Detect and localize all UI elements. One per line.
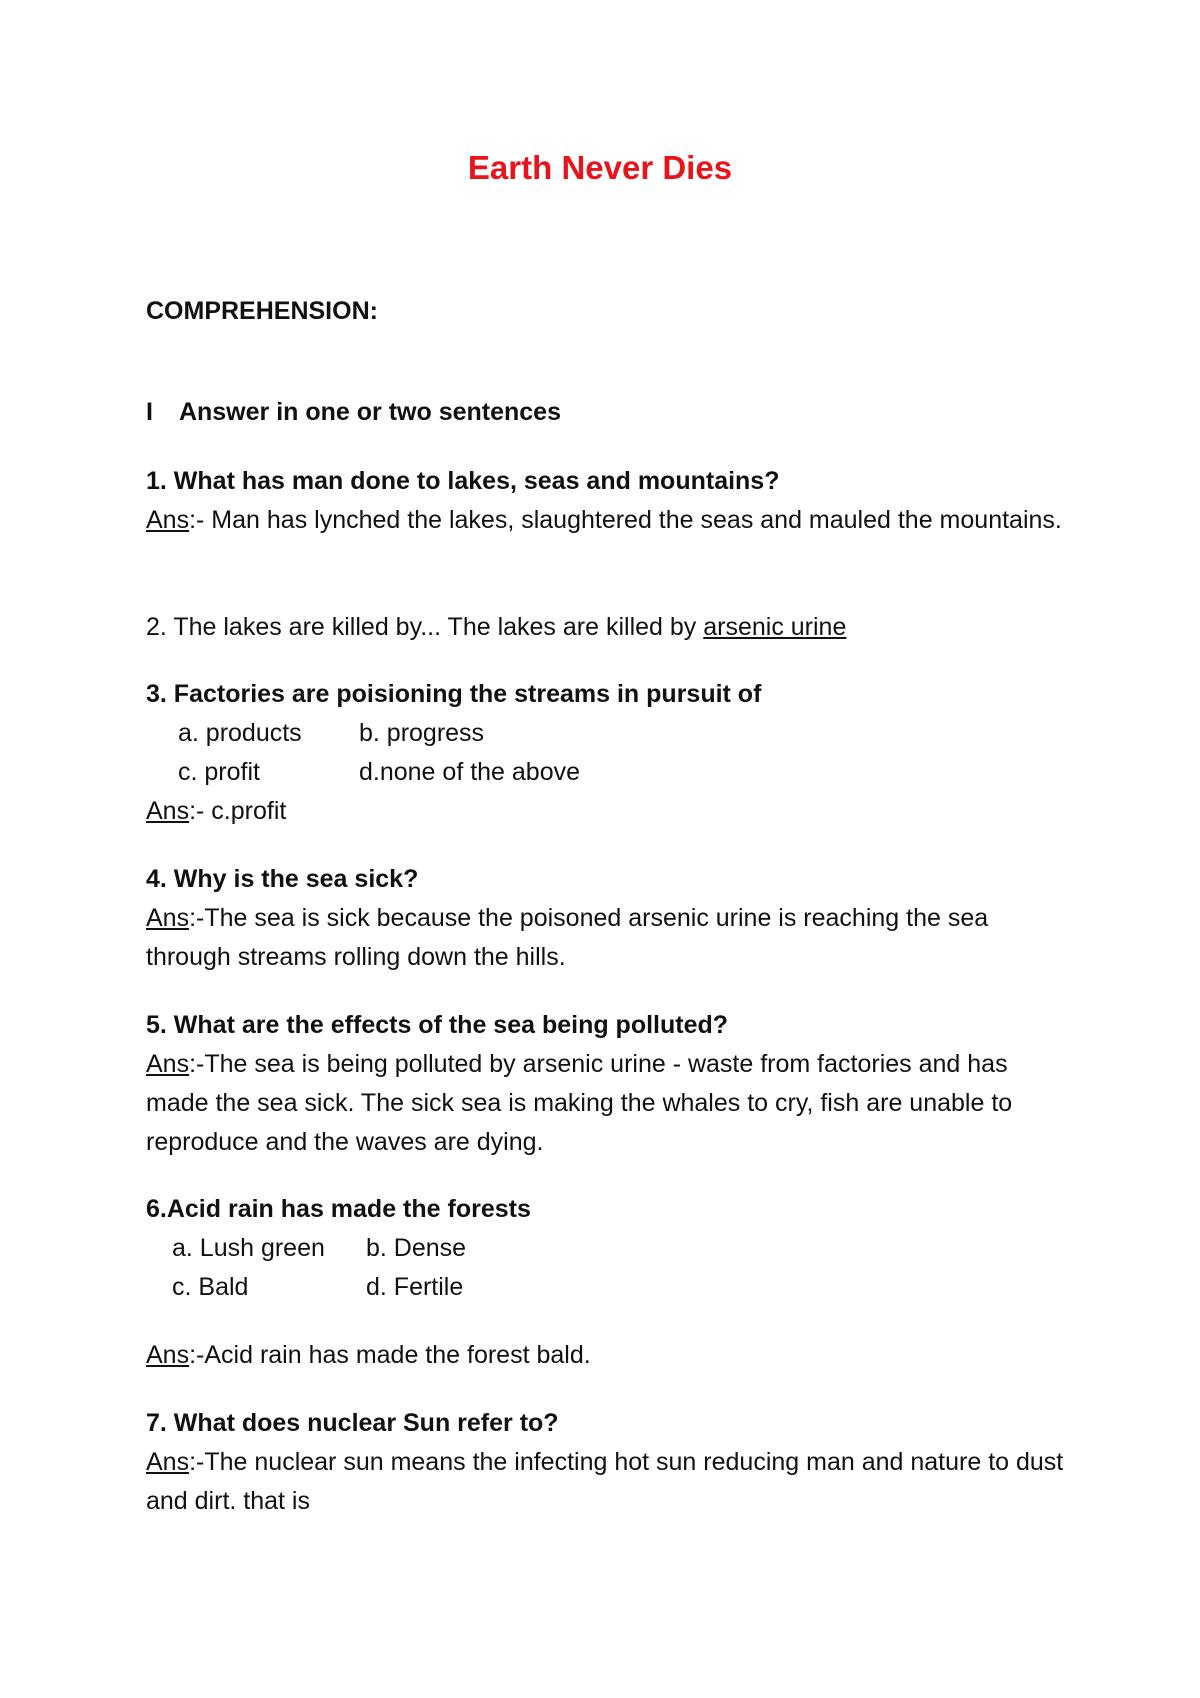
- question-1: [146, 462, 1076, 540]
- option-c: c. profit: [178, 758, 260, 786]
- answer-text: :-Acid rain has made the forest bald.: [189, 1341, 591, 1369]
- question-text: 3. Factories are poisioning the streams in pursuit of: [146, 680, 762, 708]
- answer: [146, 501, 1076, 540]
- question-4: [146, 860, 1076, 977]
- document-title: Earth Never Dies: [467, 149, 733, 186]
- question-6: [146, 1190, 1076, 1229]
- ans-label: Ans: [146, 506, 190, 534]
- answer-text: :-The nuclear sun means the infecting hot sun reducing man and nature to dust and dirt. that is: [146, 1448, 1064, 1515]
- question-7: [146, 1404, 1076, 1521]
- section-heading: COMPREHENSION:: [146, 297, 378, 325]
- answer-text: :-The sea is sick because the poisoned arsenic urine is reaching the sea through streams rolling down the hills.: [146, 904, 989, 971]
- question-2: [146, 608, 1076, 647]
- option-a: a. Lush green: [172, 1234, 325, 1262]
- part-heading: [146, 393, 1076, 432]
- ans-label: Ans: [146, 1448, 190, 1476]
- question-text: 7. What does nuclear Sun refer to?: [146, 1409, 559, 1437]
- answer: [146, 899, 1076, 977]
- answer: [146, 1443, 1076, 1521]
- part-instruction: Answer in one or two sentences: [178, 398, 561, 426]
- answer-text: :-The sea is being polluted by arsenic urine - waste from factories and has made the sea sick. The sick sea is making the whales to cry, fish are unable to reproduce and the waves are dying.: [146, 1050, 1013, 1156]
- question-3: [146, 675, 1076, 714]
- answer-text: :- c.profit: [189, 797, 287, 825]
- question-5: [146, 1006, 1076, 1162]
- question-text: [146, 608, 1076, 647]
- option-c: c. Bald: [172, 1273, 249, 1301]
- answer-text: :- Man has lynched the lakes, slaughtered the seas and mauled the mountains.: [189, 506, 1062, 534]
- ans-label: Ans: [146, 1341, 190, 1369]
- part-number: I: [146, 398, 153, 426]
- ans-label: Ans: [146, 1050, 190, 1078]
- question-text: 1. What has man done to lakes, seas and mountains?: [146, 467, 780, 495]
- question-text: 5. What are the effects of the sea being polluted?: [146, 1011, 729, 1039]
- question-text: 4. Why is the sea sick?: [146, 865, 419, 893]
- option-a: a. products: [178, 719, 302, 747]
- question-3-answer: [146, 792, 1076, 831]
- question-text: 6.Acid rain has made the forests: [146, 1195, 531, 1223]
- option-d: d.none of the above: [359, 758, 581, 786]
- option-d: d. Fertile: [366, 1273, 464, 1301]
- question-answer: arsenic urine: [703, 613, 847, 641]
- option-b: b. progress: [359, 719, 485, 747]
- question-6-answer: [146, 1336, 1076, 1375]
- ans-label: Ans: [146, 797, 190, 825]
- question-prefix: 2. The lakes are killed by... The lakes are killed by: [146, 613, 704, 641]
- answer: [146, 1045, 1076, 1162]
- ans-label: Ans: [146, 904, 190, 932]
- option-b: b. Dense: [366, 1234, 467, 1262]
